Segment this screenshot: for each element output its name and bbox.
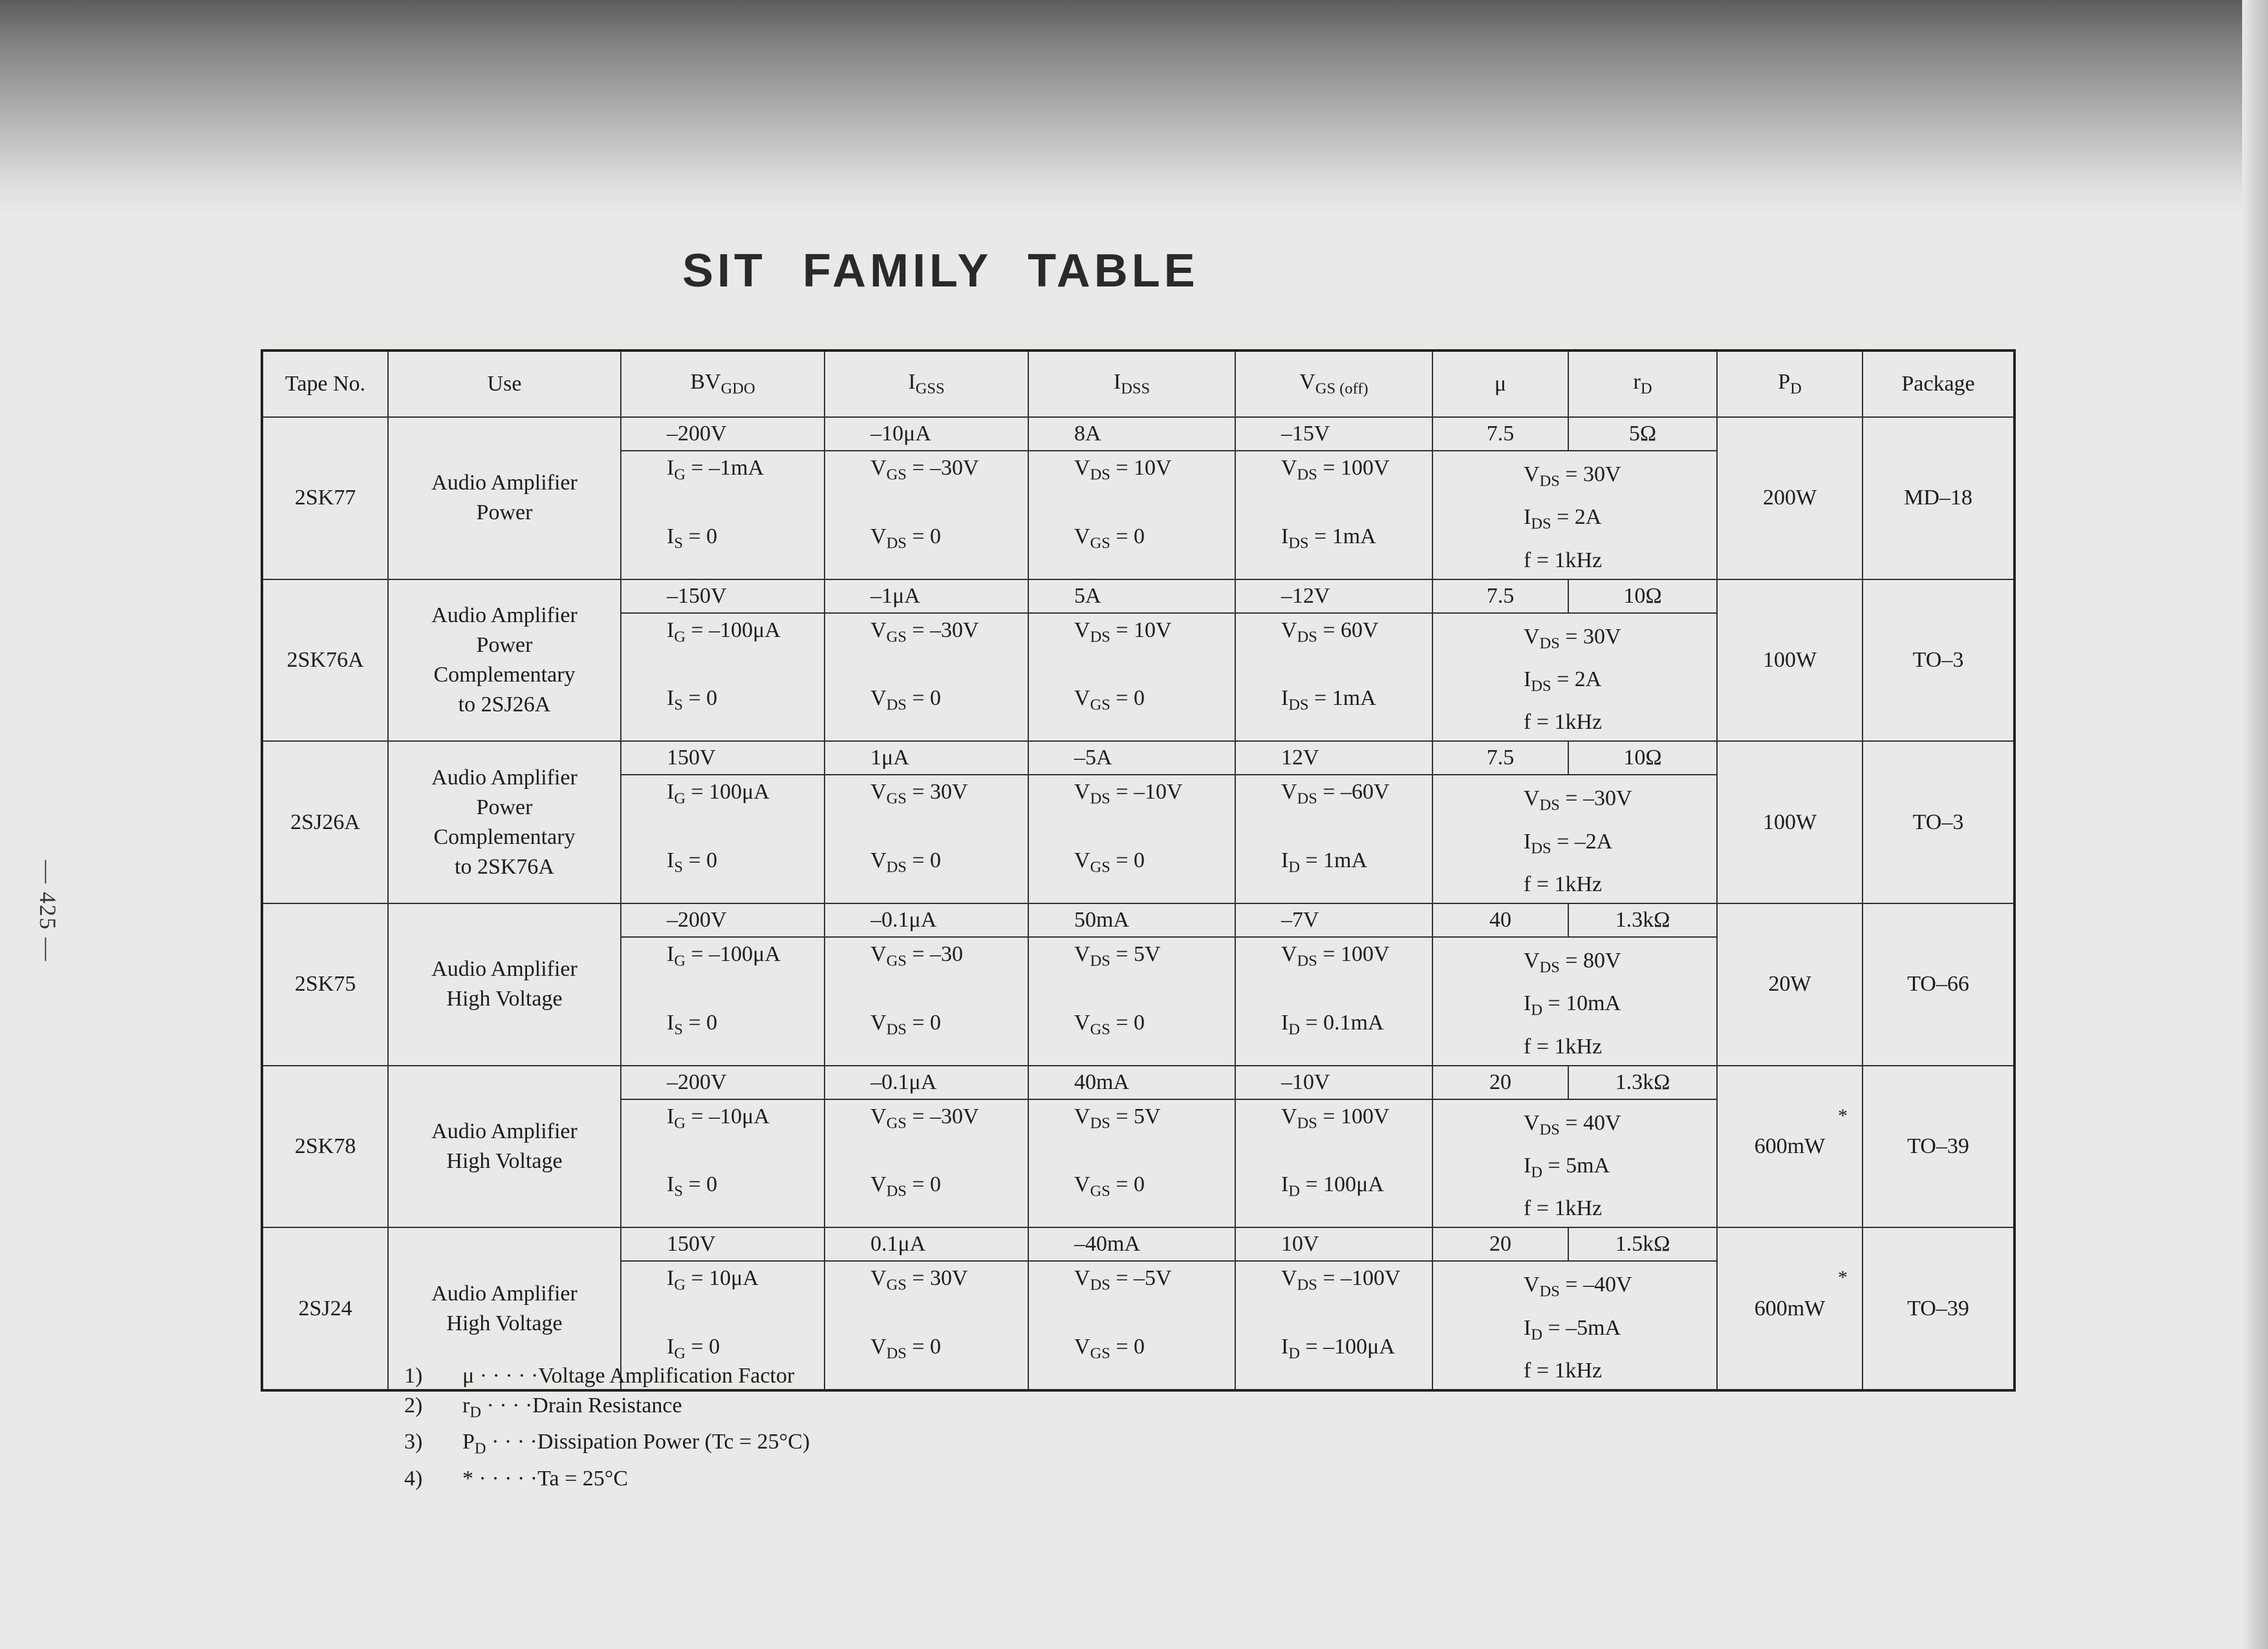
bv-conditions (621, 775, 825, 903)
idss-value: 50mA (1028, 903, 1235, 937)
package-value: TO–66 (1863, 903, 2014, 1066)
condition-line: f = 1kHz (1524, 872, 1603, 897)
pd-value (1717, 417, 1863, 579)
bv-conditions (621, 1099, 825, 1228)
mu-rd-conditions (1432, 451, 1717, 579)
vgs-value: 10V (1235, 1227, 1432, 1261)
condition-line: $I_G = -100\mu A$ (667, 618, 781, 646)
rd-value: 1.3kΩ (1568, 1066, 1717, 1099)
condition-line: $V_{DS} = 40V$ (1524, 1110, 1621, 1139)
condition-line: $V_{GS} = -30V$ (870, 618, 979, 646)
idss-conditions (1028, 1099, 1235, 1228)
footnote (404, 1361, 810, 1391)
rd-value: 1.5kΩ (1568, 1227, 1717, 1261)
footnote-number: 1) (404, 1364, 423, 1388)
condition-line: $V_{GS} = 0$ (1074, 1010, 1145, 1039)
bv-value: 150V (621, 1227, 825, 1261)
vgs-conditions (1235, 775, 1432, 903)
pd-text: 600mW (1754, 1134, 1826, 1159)
idss-conditions (1028, 1261, 1235, 1390)
condition-line: $I_G = 0$ (667, 1335, 720, 1363)
pd-value (1717, 903, 1863, 1066)
use-line: Audio Amplifier (431, 957, 578, 982)
package-value: TO–39 (1863, 1066, 2014, 1228)
condition-line: $I_{DS} = 1mA$ (1281, 686, 1376, 714)
idss-conditions (1028, 775, 1235, 903)
use-line: to 2SK76A (455, 854, 554, 879)
footnote-text: $P_D$ · · · ·Dissipation Power (Tc = 25°C) (462, 1430, 810, 1458)
condition-line: $V_{DS} = 0$ (870, 1172, 942, 1200)
vgs-conditions (1235, 1261, 1432, 1390)
idss-value: 40mA (1028, 1066, 1235, 1099)
idss-value: –40mA (1028, 1227, 1235, 1261)
rd-value: 5Ω (1568, 417, 1717, 451)
bv-conditions (621, 613, 825, 742)
page-title: SIT FAMILY TABLE (682, 245, 1199, 297)
vgs-value: –15V (1235, 417, 1432, 451)
condition-line: $V_{DS} = 30V$ (1524, 462, 1621, 490)
vgs-conditions (1235, 613, 1432, 742)
use-line: to 2SJ26A (458, 693, 551, 717)
vgs-value: –10V (1235, 1066, 1432, 1099)
ta-footnote-mark: * (1838, 1105, 1848, 1126)
footnotes (404, 1361, 810, 1494)
igss-conditions (825, 613, 1028, 742)
header-bvgdo: $BV_{GDO}$ (621, 350, 825, 417)
use-line: High Voltage (446, 1311, 563, 1335)
condition-line: $V_{DS} = -60V$ (1281, 780, 1390, 808)
condition-line: f = 1kHz (1524, 548, 1603, 572)
header-package: Package (1863, 350, 2014, 417)
header-pd: $P_D$ (1717, 350, 1863, 417)
package-value: TO–3 (1863, 741, 2014, 903)
table-row (262, 579, 2014, 613)
use-line: Complementary (433, 663, 576, 687)
condition-line: $I_D = -5mA$ (1524, 1315, 1621, 1344)
footnote (404, 1391, 810, 1427)
condition-line: $V_{DS} = -30V$ (1524, 786, 1632, 814)
condition-line: $V_{DS} = 30V$ (1524, 624, 1621, 652)
idss-conditions (1028, 451, 1235, 579)
igss-value: 1μA (825, 741, 1028, 775)
pd-value (1717, 579, 1863, 742)
pd-text: 100W (1762, 810, 1817, 834)
use-line: High Voltage (446, 987, 563, 1011)
condition-line: $V_{DS} = 10V$ (1074, 456, 1172, 484)
condition-line: $V_{GS} = 0$ (1074, 848, 1145, 876)
table-row (262, 903, 2014, 937)
ta-footnote-mark: * (1838, 1267, 1848, 1289)
page-edge (2242, 0, 2268, 1649)
condition-line: $I_S = 0$ (667, 1172, 718, 1200)
package-value: TO–39 (1863, 1227, 2014, 1390)
package-value: MD–18 (1863, 417, 2014, 579)
pd-value (1717, 741, 1863, 903)
header-rd: $r_D$ (1568, 350, 1717, 417)
header-mu: μ (1432, 350, 1568, 417)
igss-value: –0.1μA (825, 903, 1028, 937)
condition-line: $I_{DS} = 1mA$ (1281, 524, 1376, 552)
condition-line: $V_{GS} = 0$ (1074, 1335, 1145, 1363)
header-idss: $I_{DSS}$ (1028, 350, 1235, 417)
pd-value (1717, 1066, 1863, 1228)
page-top-shadow (0, 0, 2268, 213)
package-value: TO–3 (1863, 579, 2014, 742)
condition-line: $I_S = 0$ (667, 1010, 718, 1039)
use-line: High Voltage (446, 1149, 563, 1174)
use-description (388, 1066, 621, 1228)
idss-value: 5A (1028, 579, 1235, 613)
condition-line: f = 1kHz (1524, 1034, 1603, 1059)
condition-line: $I_G = 10\mu A$ (667, 1266, 759, 1294)
condition-line: $V_{GS} = 0$ (1074, 524, 1145, 552)
vgs-conditions (1235, 937, 1432, 1066)
sit-family-table (261, 349, 2016, 1392)
bv-value: 150V (621, 741, 825, 775)
use-line: Power (476, 501, 533, 525)
condition-line: $V_{GS} = 30V$ (870, 1266, 968, 1294)
condition-line: $V_{DS} = 0$ (870, 848, 942, 876)
table-row (262, 1066, 2014, 1099)
condition-line: $V_{DS} = -40V$ (1524, 1273, 1632, 1300)
condition-line: $V_{GS} = 30V$ (870, 780, 968, 808)
rd-value: 10Ω (1568, 579, 1717, 613)
table-row (262, 417, 2014, 451)
use-line: Power (476, 633, 533, 658)
condition-line: $V_{DS} = 10V$ (1074, 618, 1172, 646)
condition-line: $I_{DS} = 2A$ (1524, 505, 1602, 533)
footnote-number: 4) (404, 1466, 423, 1491)
condition-line: $V_{DS} = 80V$ (1524, 949, 1621, 976)
condition-line: $V_{DS} = -10V$ (1074, 780, 1183, 808)
mu-value: 40 (1432, 903, 1568, 937)
condition-line: $V_{DS} = 0$ (870, 524, 942, 552)
condition-line: f = 1kHz (1524, 1359, 1603, 1383)
condition-line: $V_{GS} = 0$ (1074, 686, 1145, 714)
pd-value (1717, 1227, 1863, 1390)
idss-value: –5A (1028, 741, 1235, 775)
condition-line: $V_{DS} = 100V$ (1281, 942, 1390, 970)
pd-text: 200W (1762, 486, 1817, 510)
igss-conditions (825, 451, 1028, 579)
table-row (262, 741, 2014, 775)
use-line: Audio Amplifier (431, 603, 578, 628)
mu-value: 20 (1432, 1227, 1568, 1261)
use-line: Audio Amplifier (431, 471, 578, 495)
tape-no: 2SJ24 (262, 1227, 388, 1390)
condition-line: $V_{DS} = 0$ (870, 1335, 942, 1363)
pd-text: 100W (1762, 648, 1817, 673)
condition-line: $I_D = 0.1mA$ (1281, 1010, 1384, 1039)
vgs-value: 12V (1235, 741, 1432, 775)
igss-conditions (825, 1099, 1028, 1228)
igss-conditions (825, 937, 1028, 1066)
condition-line: $V_{GS} = -30V$ (870, 456, 979, 484)
pd-text: 600mW (1754, 1296, 1826, 1320)
footnote-text: * · · · · ·Ta = 25°C (462, 1466, 629, 1491)
igss-value: 0.1μA (825, 1227, 1028, 1261)
bv-value: –150V (621, 579, 825, 613)
condition-line: $V_{GS} = 0$ (1074, 1172, 1145, 1200)
table-body (262, 417, 2014, 1390)
condition-line: $I_G = 100\mu A$ (667, 780, 770, 808)
header-vgs-off: $V_{GS (off)}$ (1235, 350, 1432, 417)
condition-line: $I_S = 0$ (667, 524, 718, 552)
use-description (388, 579, 621, 742)
condition-line: $I_D = -100\mu A$ (1281, 1335, 1395, 1363)
bv-value: –200V (621, 1066, 825, 1099)
use-line: Audio Amplifier (431, 765, 578, 790)
condition-line: $V_{DS} = 5V$ (1074, 942, 1161, 970)
tape-no: 2SK77 (262, 417, 388, 579)
igss-value: –0.1μA (825, 1066, 1028, 1099)
condition-line: $V_{DS} = 60V$ (1281, 618, 1379, 646)
header-use: Use (388, 350, 621, 417)
footnote-text: $r_D$ · · · ·Drain Resistance (462, 1394, 682, 1421)
condition-line: $I_S = 0$ (667, 848, 718, 876)
use-line: Audio Amplifier (431, 1281, 578, 1306)
igss-value: –10μA (825, 417, 1028, 451)
condition-line: $I_{DS} = 2A$ (1524, 667, 1602, 695)
condition-line: f = 1kHz (1524, 1196, 1603, 1221)
mu-rd-conditions (1432, 1261, 1717, 1390)
header-tape: Tape No. (262, 350, 388, 417)
header-igss: $I_{GSS}$ (825, 350, 1028, 417)
mu-value: 7.5 (1432, 417, 1568, 451)
use-description (388, 903, 621, 1066)
rd-value: 10Ω (1568, 741, 1717, 775)
condition-line: $I_D = 10mA$ (1524, 991, 1621, 1019)
footnote (404, 1427, 810, 1463)
mu-rd-conditions (1432, 613, 1717, 742)
mu-value: 20 (1432, 1066, 1568, 1099)
igss-value: –1μA (825, 579, 1028, 613)
condition-line: $I_D = 5mA$ (1524, 1154, 1610, 1181)
vgs-conditions (1235, 451, 1432, 579)
idss-conditions (1028, 613, 1235, 742)
vgs-conditions (1235, 1099, 1432, 1228)
igss-conditions (825, 1261, 1028, 1390)
use-description (388, 417, 621, 579)
condition-line: $I_G = -10\mu A$ (667, 1104, 770, 1132)
header-row (262, 350, 2014, 417)
tape-no: 2SJ26A (262, 741, 388, 903)
table-row (262, 1227, 2014, 1261)
use-description (388, 741, 621, 903)
vgs-value: –7V (1235, 903, 1432, 937)
vgs-value: –12V (1235, 579, 1432, 613)
condition-line: $V_{DS} = -100V$ (1281, 1266, 1401, 1294)
use-line: Power (476, 795, 533, 819)
condition-line: $V_{GS} = -30$ (870, 942, 964, 970)
condition-line: $V_{GS} = -30V$ (870, 1104, 979, 1132)
page-number: — 425 — (35, 860, 61, 962)
condition-line: f = 1kHz (1524, 710, 1603, 735)
tape-no: 2SK78 (262, 1066, 388, 1228)
condition-line: $V_{DS} = 0$ (870, 1010, 942, 1039)
footnote (404, 1464, 810, 1494)
mu-value: 7.5 (1432, 741, 1568, 775)
condition-line: $I_G = -1mA$ (667, 456, 764, 484)
condition-line: $V_{DS} = 5V$ (1074, 1104, 1161, 1132)
mu-value: 7.5 (1432, 579, 1568, 613)
rd-value: 1.3kΩ (1568, 903, 1717, 937)
tape-no: 2SK75 (262, 903, 388, 1066)
condition-line: $V_{DS} = 100V$ (1281, 1104, 1390, 1132)
use-line: Complementary (433, 824, 576, 849)
bv-value: –200V (621, 903, 825, 937)
pd-text: 20W (1768, 972, 1811, 997)
condition-line: $V_{DS} = 0$ (870, 686, 942, 714)
mu-rd-conditions (1432, 1099, 1717, 1228)
condition-line: $I_D = 100\mu A$ (1281, 1172, 1384, 1200)
condition-line: $V_{DS} = 100V$ (1281, 456, 1390, 484)
condition-line: $I_{DS} = -2A$ (1524, 829, 1613, 857)
condition-line: $I_G = -100\mu A$ (667, 942, 781, 970)
condition-line: $V_{DS} = -5V$ (1074, 1266, 1172, 1294)
footnote-number: 3) (404, 1430, 423, 1454)
bv-conditions (621, 937, 825, 1066)
igss-conditions (825, 775, 1028, 903)
idss-value: 8A (1028, 417, 1235, 451)
bv-conditions (621, 451, 825, 579)
mu-rd-conditions (1432, 937, 1717, 1066)
bv-value: –200V (621, 417, 825, 451)
idss-conditions (1028, 937, 1235, 1066)
tape-no: 2SK76A (262, 579, 388, 742)
footnote-text: μ · · · · ·Voltage Amplification Factor (462, 1364, 795, 1388)
use-line: Audio Amplifier (431, 1119, 578, 1144)
condition-line: $I_D = 1mA$ (1281, 848, 1368, 876)
footnote-number: 2) (404, 1394, 423, 1417)
mu-rd-conditions (1432, 775, 1717, 903)
condition-line: $I_S = 0$ (667, 686, 718, 714)
